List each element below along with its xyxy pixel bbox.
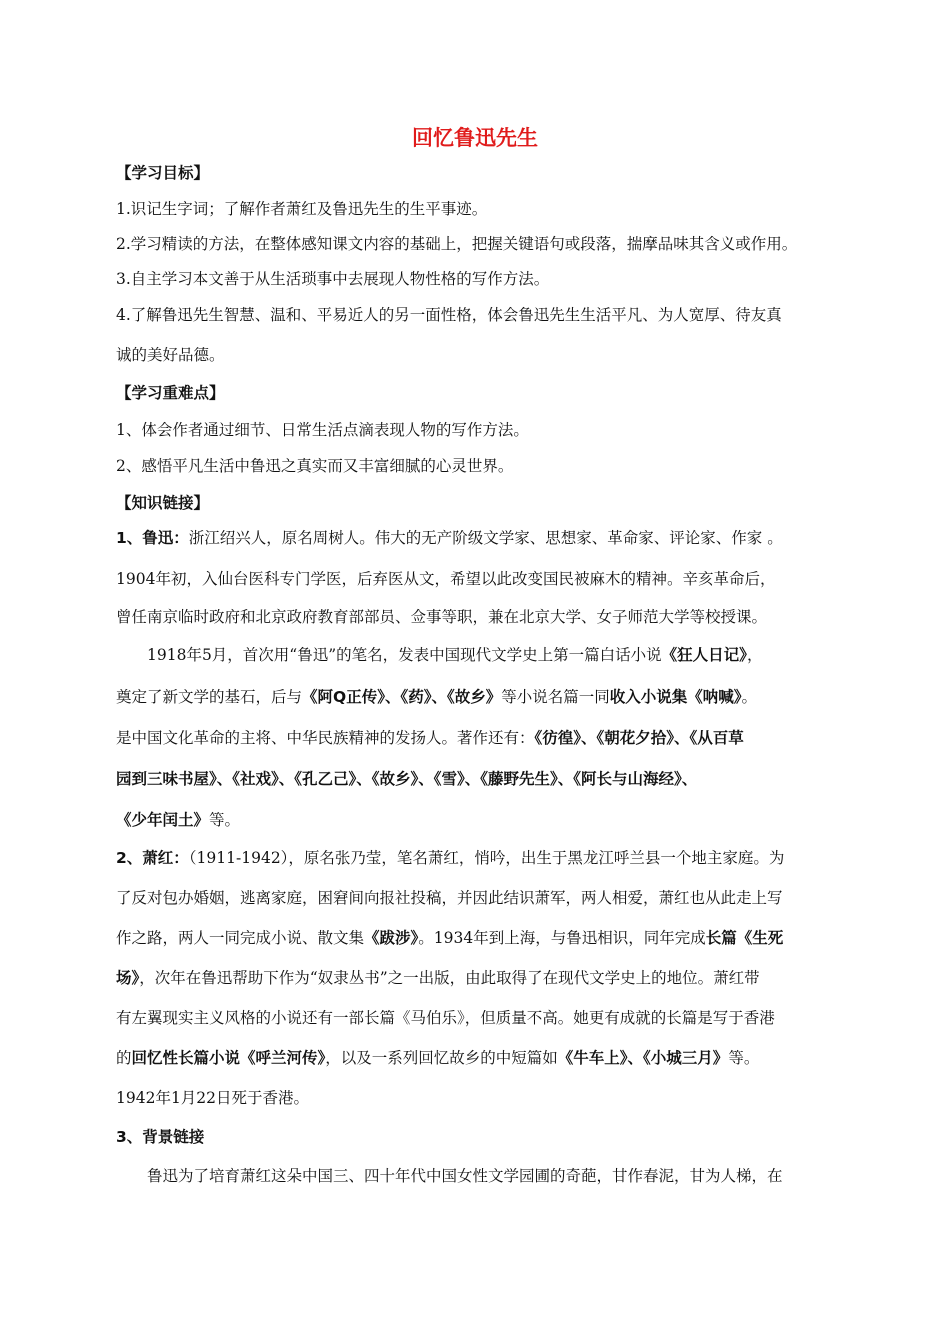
- luxun-works-line-4: 园到三味书屋》、《社戏》、《孔乙己》、《故乡》、《雪》、《藤野先生》、《阿长与山海经》、: [116, 770, 698, 788]
- background-para-line-1: 鲁迅为了培育萧红这朵中国三、四十年代中国女性文学园圃的奇葩，甘作春泥，甘为人梯，在: [147, 1167, 783, 1185]
- section-heading-goals: 【学习目标】: [116, 164, 210, 182]
- page-title: 回忆鲁迅先生: [412, 126, 538, 150]
- goal-2: 2.学习精读的方法，在整体感知课文内容的基础上，把握关键语句或段落，揣摩品味其含义或作用。: [116, 235, 798, 253]
- xiaohong-para-line-6: 的回忆性长篇小说《呼兰河传》，以及一系列回忆故乡的中短篇如《牛车上》、《小城三月》等。: [116, 1049, 760, 1067]
- goal-4-line-1: 4.了解鲁迅先生智慧、温和、平易近人的另一面性格，体会鲁迅先生生活平凡、为人宽厚、待友真: [116, 306, 782, 324]
- luxun-label: 1、鲁迅：: [116, 529, 189, 547]
- xiaohong-para-line-3: 作之路，两人一同完成小说、散文集《跋涉》。1934年到上海，与鲁迅相识，同年完成长篇《生死: [116, 929, 784, 947]
- goal-1: 1.识记生字词；了解作者萧红及鲁迅先生的生平事迹。: [116, 200, 488, 218]
- key-point-1: 1、体会作者通过细节、日常生活点滴表现人物的写作方法。: [116, 421, 529, 439]
- section-heading-key-points: 【学习重难点】: [116, 384, 225, 402]
- luxun-para-line-2: 1904年初，入仙台医科专门学医，后弃医从文，希望以此改变国民被麻木的精神。辛亥革命后，: [116, 570, 776, 588]
- key-point-2: 2、感悟平凡生活中鲁迅之真实而又丰富细腻的心灵世界。: [116, 457, 514, 475]
- xiaohong-label: 2、萧红：: [116, 849, 189, 867]
- luxun-works-line-1: 1918年5月，首次用“鲁迅”的笔名，发表中国现代文学史上第一篇白话小说《狂人日记》，: [147, 646, 763, 664]
- xiaohong-para-line-5: 有左翼现实主义风格的小说还有一部长篇《马伯乐》，但质量不高。她更有成就的长篇是写于香港: [116, 1009, 775, 1027]
- xiaohong-para-line-2: 了反对包办婚姻，逃离家庭，困窘间向报社投稿，并因此结识萧军，两人相爱，萧红也从此走上写: [116, 889, 783, 907]
- luxun-para-line-3: 曾任南京临时政府和北京政府教育部部员、佥事等职，兼在北京大学、女子师范大学等校授课。: [116, 608, 768, 626]
- goal-3: 3.自主学习本文善于从生活琐事中去展现人物性格的写作方法。: [116, 270, 550, 288]
- section-heading-knowledge: 【知识链接】: [116, 494, 210, 512]
- luxun-works-line-3: 是中国文化革命的主将、中华民族精神的发扬人。著作还有：《彷徨》、《朝花夕拾》、《从百草: [116, 729, 744, 747]
- xiaohong-para-line-1: 2、萧红：（1911-1942），原名张乃莹，笔名萧红，悄吟，出生于黑龙江呼兰县一个地主家庭。为: [116, 849, 785, 867]
- xiaohong-para-line-7: 1942年1月22日死于香港。: [116, 1089, 310, 1107]
- goal-4-line-2: 诚的美好品德。: [116, 346, 225, 364]
- xiaohong-para-line-4: 场》，次年在鲁迅帮助下作为“奴隶丛书”之一出版，由此取得了在现代文学史上的地位。萧红带: [116, 969, 760, 987]
- luxun-para-line-1: 1、鲁迅：浙江绍兴人，原名周树人。伟大的无产阶级文学家、思想家、革命家、评论家、作家 。: [116, 529, 783, 547]
- section-heading-background: 3、背景链接: [116, 1128, 205, 1146]
- luxun-works-line-2: 奠定了新文学的基石，后与《阿Q正传》、《药》、《故乡》等小说名篇一同收入小说集《呐喊》。: [116, 688, 757, 706]
- luxun-works-line-5: 《少年闰土》等。: [116, 811, 241, 829]
